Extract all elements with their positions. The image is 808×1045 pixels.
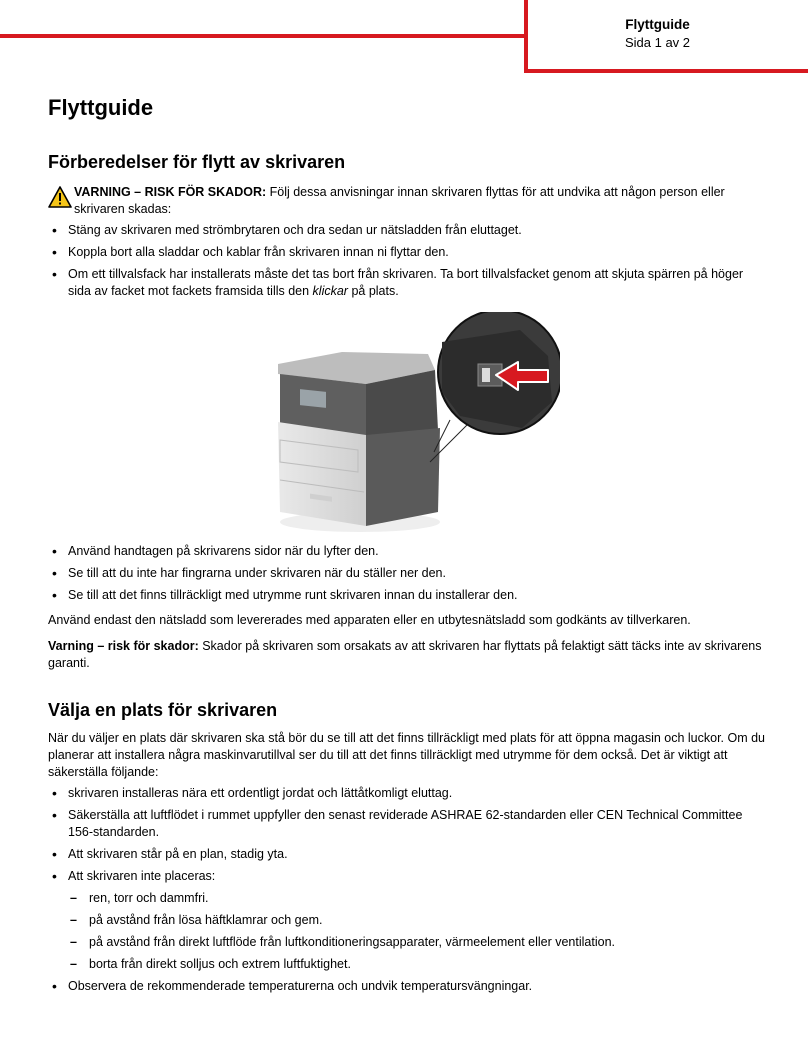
warning-text <box>74 184 768 218</box>
list-item: • Använd handtagen på skrivarens sidor när du lyfter den. <box>48 543 768 560</box>
header-rule <box>0 34 528 38</box>
list-item: • Att skrivaren inte placeras: – ren, torr och dammfri. – på avstånd från lösa häftklamrar och gem. – på avstånd från direkt luftflöde från luftkonditioneringsapparater, värmeelement eller ventilation. – borta från direkt solljus och extrem luftfuktighet. <box>48 868 768 973</box>
emphasis-text: klickar <box>312 284 348 298</box>
sublist-item: – på avstånd från direkt luftflöde från luftkonditioneringsapparater, värmeelement eller ventilation. <box>68 934 768 951</box>
placement-sublist <box>68 890 768 973</box>
header-frame-vertical <box>524 0 528 73</box>
warning-triangle-icon <box>48 186 72 208</box>
list-item: • Koppla bort alla sladdar och kablar från skrivaren innan ni flyttar den. <box>48 244 768 261</box>
sublist-item: – ren, torr och dammfri. <box>68 890 768 907</box>
section-heading-location: Välja en plats för skrivaren <box>48 700 278 720</box>
sublist-item: – borta från direkt solljus och extrem luftfuktighet. <box>68 956 768 973</box>
header-box <box>560 16 755 52</box>
header-frame-bottom <box>524 69 808 73</box>
header-title: Flyttguide <box>625 17 690 32</box>
lifting-list <box>48 543 768 609</box>
list-item: • Stäng av skrivaren med strömbrytaren och dra sedan ur nätsladden från eluttaget. <box>48 222 768 239</box>
warning-label: VARNING – RISK FÖR SKADOR: <box>74 185 267 199</box>
power-cord-note: Använd endast den nätsladd som levererades med apparaten eller en utbytesnätsladd som godkänts av tillverkaren. <box>48 613 691 627</box>
list-item: • Se till att det finns tillräckligt med utrymme runt skrivaren innan du installerar den. <box>48 587 768 604</box>
location-intro: När du väljer en plats där skrivaren ska stå bör du se till att det finns tillräckligt med plats för att öppna magasin och luckor. Om du planerar att installera några maskinvarutillval ser du till att det finns tillräckligt med utrymme för dem också. Det är viktigt att säkerställa följande: <box>48 731 766 779</box>
header-page-number: Sida 1 av 2 <box>624 35 691 50</box>
list-item: • Se till att du inte har fingrarna under skrivaren när du ställer ner den. <box>48 565 768 582</box>
preparation-list <box>48 222 768 305</box>
warning-body: Följ dessa anvisningar innan skrivaren flyttas för att undvika att någon person eller skrivaren skadas: <box>74 185 725 216</box>
damage-warning-label: Varning – risk för skador: <box>48 639 199 653</box>
section-heading-prepare: Förberedelser för flytt av skrivaren <box>48 152 346 172</box>
list-item: • Om ett tillvalsfack har installerats måste det tas bort från skrivaren. Ta bort tillvalsfacket genom att skjuta spärren på höger sida av facket mot fackets framsida tills den klickar på plats. <box>48 266 768 300</box>
printer-body <box>278 422 366 526</box>
list-item: • Observera de rekommenderade temperaturerna och undvik temperatursvängningar. <box>48 978 768 995</box>
document-title: Flyttguide <box>48 95 154 120</box>
location-list <box>48 785 768 1000</box>
damage-warning: Varning – risk för skador: Skador på skrivaren som orsakats av att skrivaren har flyttats på felaktigt sätt täcks inte av skrivarens garanti. <box>48 639 762 670</box>
printer-illustration <box>270 312 560 537</box>
sublist-item: – på avstånd från lösa häftklamrar och gem. <box>68 912 768 929</box>
list-item: • Säkerställa att luftflödet i rummet uppfyller den senast reviderade ASHRAE 62-standarden eller CEN Technical Committee 156-standarden. <box>48 807 768 841</box>
list-item: • Att skrivaren står på en plan, stadig yta. <box>48 846 768 863</box>
list-item: • skrivaren installeras nära ett ordentligt jordat och lättåtkomligt eluttag. <box>48 785 768 802</box>
